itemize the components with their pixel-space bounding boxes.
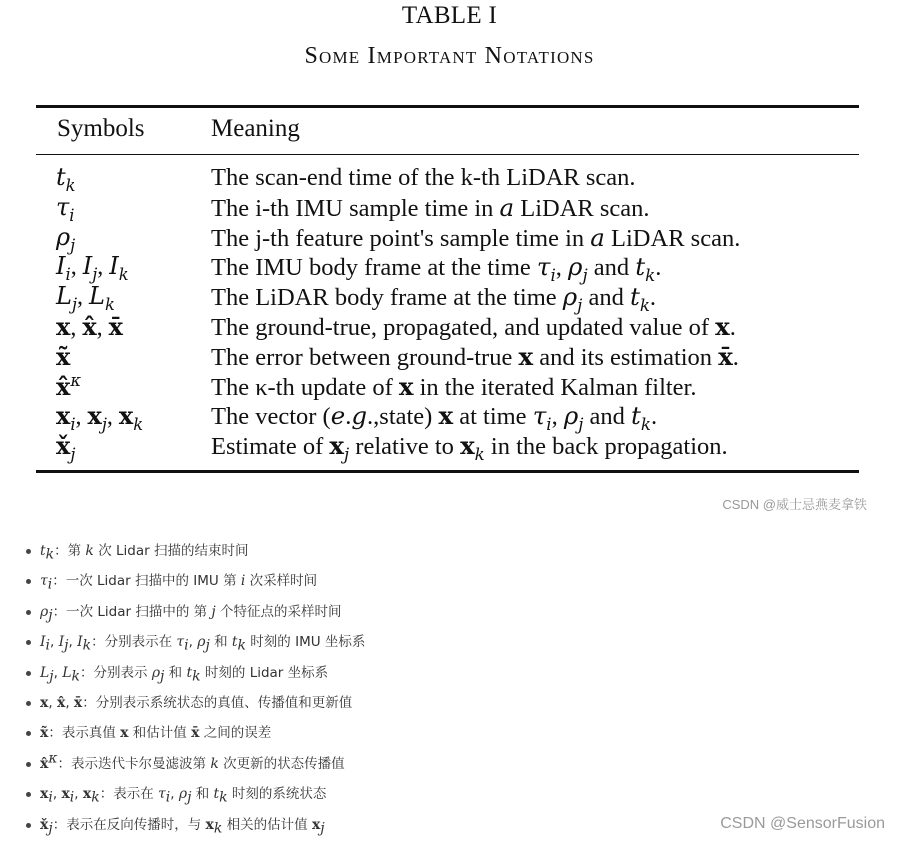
row-symbol: $\rho_j$ [56,222,76,255]
table-row [0,342,899,372]
row-meaning: The ground-true, propagated, and updated value of x. [211,311,736,341]
row-symbol: x̃ [56,341,71,371]
table-row [0,252,899,286]
row-symbol: x, x̂, x̄ [56,311,123,341]
note-item: x, x̂, x̄：分别表示系统状态的真值、传播值和更新值 [0,688,899,718]
header-meaning: Meaning [211,115,300,142]
row-meaning: The error between ground-true x and its estimation x̄. [211,341,739,371]
row-meaning: The LiDAR body frame at the time $\rho_j$ and $t_k$. [211,282,657,316]
row-meaning: Estimate of $x_j$ relative to $x_k$ in the back propagation. [211,431,728,465]
table-row [0,223,899,253]
note-item: $L_j$, $L_k$：分别表示 $\rho_j$ 和 $t_k$ 时刻的 Lidar 坐标系 [0,658,899,688]
note-item: x̂$^\kappa$：表示迭代卡尔曼滤波第 k 次更新的状态传播值 [0,749,899,779]
row-meaning: The vector (e.g.,state) x at time $\tau_i$, $\rho_j$ and $t_k$. [211,401,658,435]
row-symbol: $L_j$, $L_k$ [56,282,115,314]
note-item: $\rho_j$：一次 Lidar 扫描中的 第 j 个特征点的采样时间 [0,597,899,627]
row-symbol: $\tau_i$ [56,192,75,225]
row-meaning: The κ-th update of x in the iterated Kalman filter. [211,371,697,401]
watermark-top: CSDN @威士忌燕麦拿铁 [722,497,867,512]
table-body [0,163,899,465]
watermark-bottom: CSDN @SensorFusion [720,815,885,832]
table-top-rule [36,105,859,108]
row-symbol: $I_i$, $I_j$, $I_k$ [56,252,129,285]
note-item: $I_i$, $I_j$, $I_k$：分别表示在 $\tau_i$, $\rho_j$ 和 $t_k$ 时刻的 IMU 坐标系 [0,627,899,657]
note-item: $x̌_j$：表示在反向传播时，与 $x_k$ 相关的估计值 $x_j$ [0,810,899,840]
row-symbol: $x_i$, $x_j$, $x_k$ [56,401,144,435]
row-symbol: $t_k$ [56,163,76,195]
table-row [0,431,899,465]
table-caption: Some Important Notations [304,43,595,69]
row-symbol: $x̌_j$ [56,431,76,464]
table-row [0,312,899,342]
header-symbols: Symbols [57,115,145,142]
note-item: $x_i$, $x_i$, $x_k$：表示在 $\tau_i$, $\rho_j$ 和 $t_k$ 时刻的系统状态 [0,779,899,809]
row-meaning: The scan-end time of the k-th LiDAR scan. [211,164,636,191]
table-header-rule [36,154,859,155]
table-title: TABLE I [401,2,498,29]
table-row [0,163,899,193]
table-row [0,372,899,402]
table-bottom-rule [36,470,859,473]
table-header-row [0,115,899,147]
note-item: $\tau_i$：一次 Lidar 扫描中的 IMU 第 i 次采样时间 [0,566,899,596]
table-row [0,401,899,435]
table-row [0,193,899,223]
row-symbol: x̂$^\kappa$ [56,370,82,401]
note-item: $t_k$：第 k 次 Lidar 扫描的结束时间 [0,536,899,566]
row-meaning: The IMU body frame at the time $\tau_i$, $\rho_j$ and $t_k$. [211,252,662,286]
row-meaning: The i-th IMU sample time in a LiDAR scan. [211,192,650,222]
notes-list [0,536,899,840]
note-item: x̃：表示真值 x 和估计值 x̄ 之间的误差 [0,718,899,748]
row-meaning: The j-th feature point's sample time in a LiDAR scan. [211,222,741,252]
table-row [0,282,899,316]
